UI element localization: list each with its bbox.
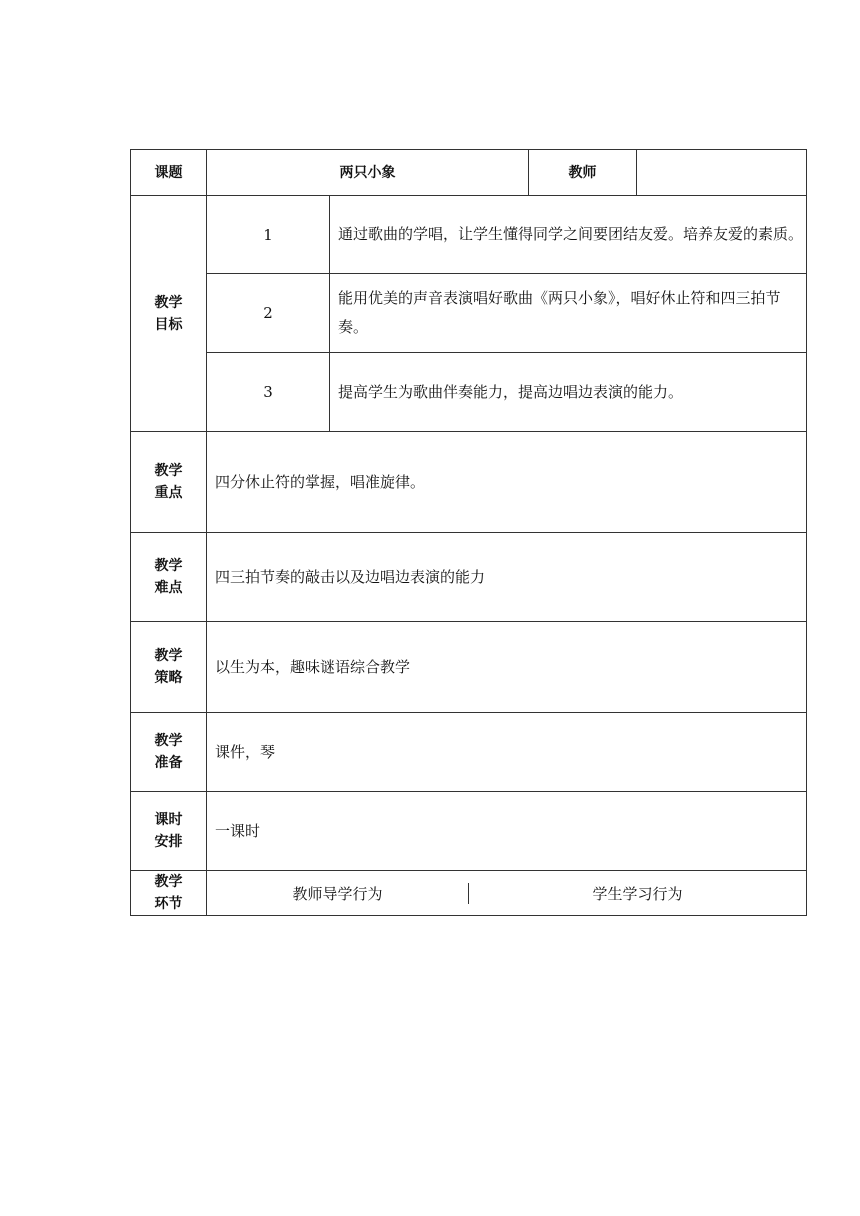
preparation-label-line2: 准备 — [154, 755, 183, 771]
goal-number-3: 3 — [207, 353, 330, 432]
preparation-row — [131, 713, 807, 792]
process-row — [131, 871, 807, 916]
schedule-row — [131, 792, 807, 871]
strategy-label-line2: 策略 — [154, 670, 183, 686]
key-points-row — [131, 432, 807, 533]
goal-row-1 — [131, 196, 807, 274]
difficulties-label-line1: 教学 — [154, 558, 183, 574]
teacher-behavior-header: 教师导学行为 — [207, 883, 469, 904]
process-label — [131, 871, 207, 916]
schedule-label — [131, 792, 207, 871]
goal-row-3 — [131, 353, 807, 432]
goal-text-2: 能用优美的声音表演唱好歌曲《两只小象》，唱好休止符和四三拍节奏。 — [330, 274, 807, 353]
key-points-text: 四分休止符的掌握，唱准旋律。 — [207, 432, 807, 533]
key-points-label — [131, 432, 207, 533]
goal-row-2 — [131, 274, 807, 353]
header-row — [131, 150, 807, 196]
teacher-label: 教师 — [529, 150, 637, 196]
schedule-text: 一课时 — [207, 792, 807, 871]
topic-label: 课题 — [131, 150, 207, 196]
difficulties-label-line2: 难点 — [154, 580, 183, 596]
goal-text-1: 通过歌曲的学唱，让学生懂得同学之间要团结友爱。培养友爱的素质。 — [330, 196, 807, 274]
difficulties-row — [131, 533, 807, 622]
preparation-label — [131, 713, 207, 792]
key-points-label-line2: 重点 — [154, 485, 183, 501]
schedule-label-line2: 安排 — [154, 834, 183, 850]
goals-label-line2: 目标 — [154, 316, 183, 333]
strategy-text: 以生为本，趣味谜语综合教学 — [207, 622, 807, 713]
strategy-label-line1: 教学 — [154, 648, 183, 664]
process-label-line1: 教学 — [154, 874, 183, 890]
difficulties-text: 四三拍节奏的敲击以及边唱边表演的能力 — [207, 533, 807, 622]
process-inner-table — [207, 883, 806, 904]
strategy-label — [131, 622, 207, 713]
teacher-value — [637, 150, 807, 196]
preparation-text: 课件，琴 — [207, 713, 807, 792]
preparation-label-line1: 教学 — [154, 733, 183, 749]
difficulties-label — [131, 533, 207, 622]
student-behavior-header: 学生学习行为 — [592, 884, 683, 903]
goal-text-3: 提高学生为歌曲伴奏能力，提高边唱边表演的能力。 — [330, 353, 807, 432]
process-label-line2: 环节 — [154, 896, 183, 912]
strategy-row — [131, 622, 807, 713]
key-points-label-line1: 教学 — [154, 463, 183, 479]
goals-label-line1: 教学 — [154, 294, 183, 311]
process-columns — [207, 871, 807, 916]
topic-value: 两只小象 — [207, 150, 529, 196]
goals-label — [131, 196, 207, 432]
lesson-plan-table — [130, 149, 807, 916]
schedule-label-line1: 课时 — [154, 812, 183, 828]
goal-number-1: 1 — [207, 196, 330, 274]
goal-number-2: 2 — [207, 274, 330, 353]
